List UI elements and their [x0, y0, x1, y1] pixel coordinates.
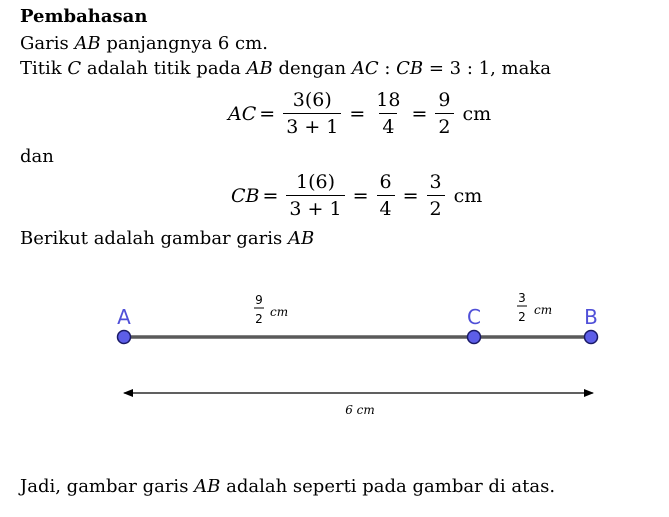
paragraph-conclusion	[20, 476, 555, 498]
text: = 3 : 1, maka	[423, 58, 551, 79]
variable: CB	[396, 58, 424, 79]
text: Berikut adalah gambar garis	[20, 228, 288, 249]
point-label-a: A	[117, 305, 131, 329]
equation-lhs: AC	[228, 102, 257, 125]
variable: AB	[74, 33, 101, 54]
point-c	[468, 331, 481, 344]
segment-cb-unit: cm	[534, 303, 553, 317]
equals-sign: =	[259, 102, 276, 125]
numerator: 18	[376, 89, 401, 111]
text: Garis	[20, 33, 75, 54]
denominator: 4	[379, 113, 397, 138]
segment-ac-numerator: 9	[255, 293, 263, 307]
numerator: 3	[429, 171, 442, 193]
point-label-b: B	[584, 305, 598, 329]
point-label-c: C	[467, 305, 481, 329]
denominator: 2	[427, 195, 445, 220]
variable: AC	[351, 58, 379, 79]
denominator: 3 + 1	[286, 195, 344, 220]
variable: AB	[194, 476, 221, 497]
section-heading: Pembahasan	[20, 6, 148, 27]
equals-sign: =	[411, 102, 428, 125]
unit: cm	[462, 102, 492, 125]
point-a	[118, 331, 131, 344]
text: Titik	[20, 58, 68, 79]
denominator: 4	[377, 195, 395, 220]
numerator: 9	[438, 89, 451, 111]
text: adalah titik pada	[81, 58, 247, 79]
connector-text: dan	[20, 146, 54, 167]
text: Jadi, gambar garis	[20, 476, 195, 497]
segment-cb-numerator: 3	[518, 291, 526, 305]
text: dengan	[272, 58, 352, 79]
equals-sign: =	[349, 102, 366, 125]
numerator: 3(6)	[292, 89, 332, 111]
variable: AB	[287, 228, 315, 249]
text: adalah seperti pada gambar di atas.	[220, 476, 556, 497]
point-b	[585, 331, 598, 344]
segment-cb-denominator: 2	[518, 310, 526, 324]
numerator: 6	[379, 171, 392, 193]
denominator: 2	[435, 113, 453, 138]
numerator: 1(6)	[296, 171, 336, 193]
segment-ac-unit: cm	[270, 305, 289, 319]
denominator: 3 + 1	[283, 113, 341, 138]
equals-sign: =	[352, 184, 369, 207]
variable: C	[67, 58, 82, 79]
total-length-label: 6 cm	[345, 403, 375, 417]
equals-sign: =	[402, 184, 419, 207]
text: :	[378, 58, 397, 79]
equals-sign: =	[262, 184, 279, 207]
segment-ac-denominator: 2	[255, 312, 263, 326]
text: panjangnya 6 cm.	[100, 33, 268, 54]
variable: AB	[246, 58, 273, 79]
unit: cm	[453, 184, 483, 207]
equation-lhs: CB	[231, 184, 260, 207]
